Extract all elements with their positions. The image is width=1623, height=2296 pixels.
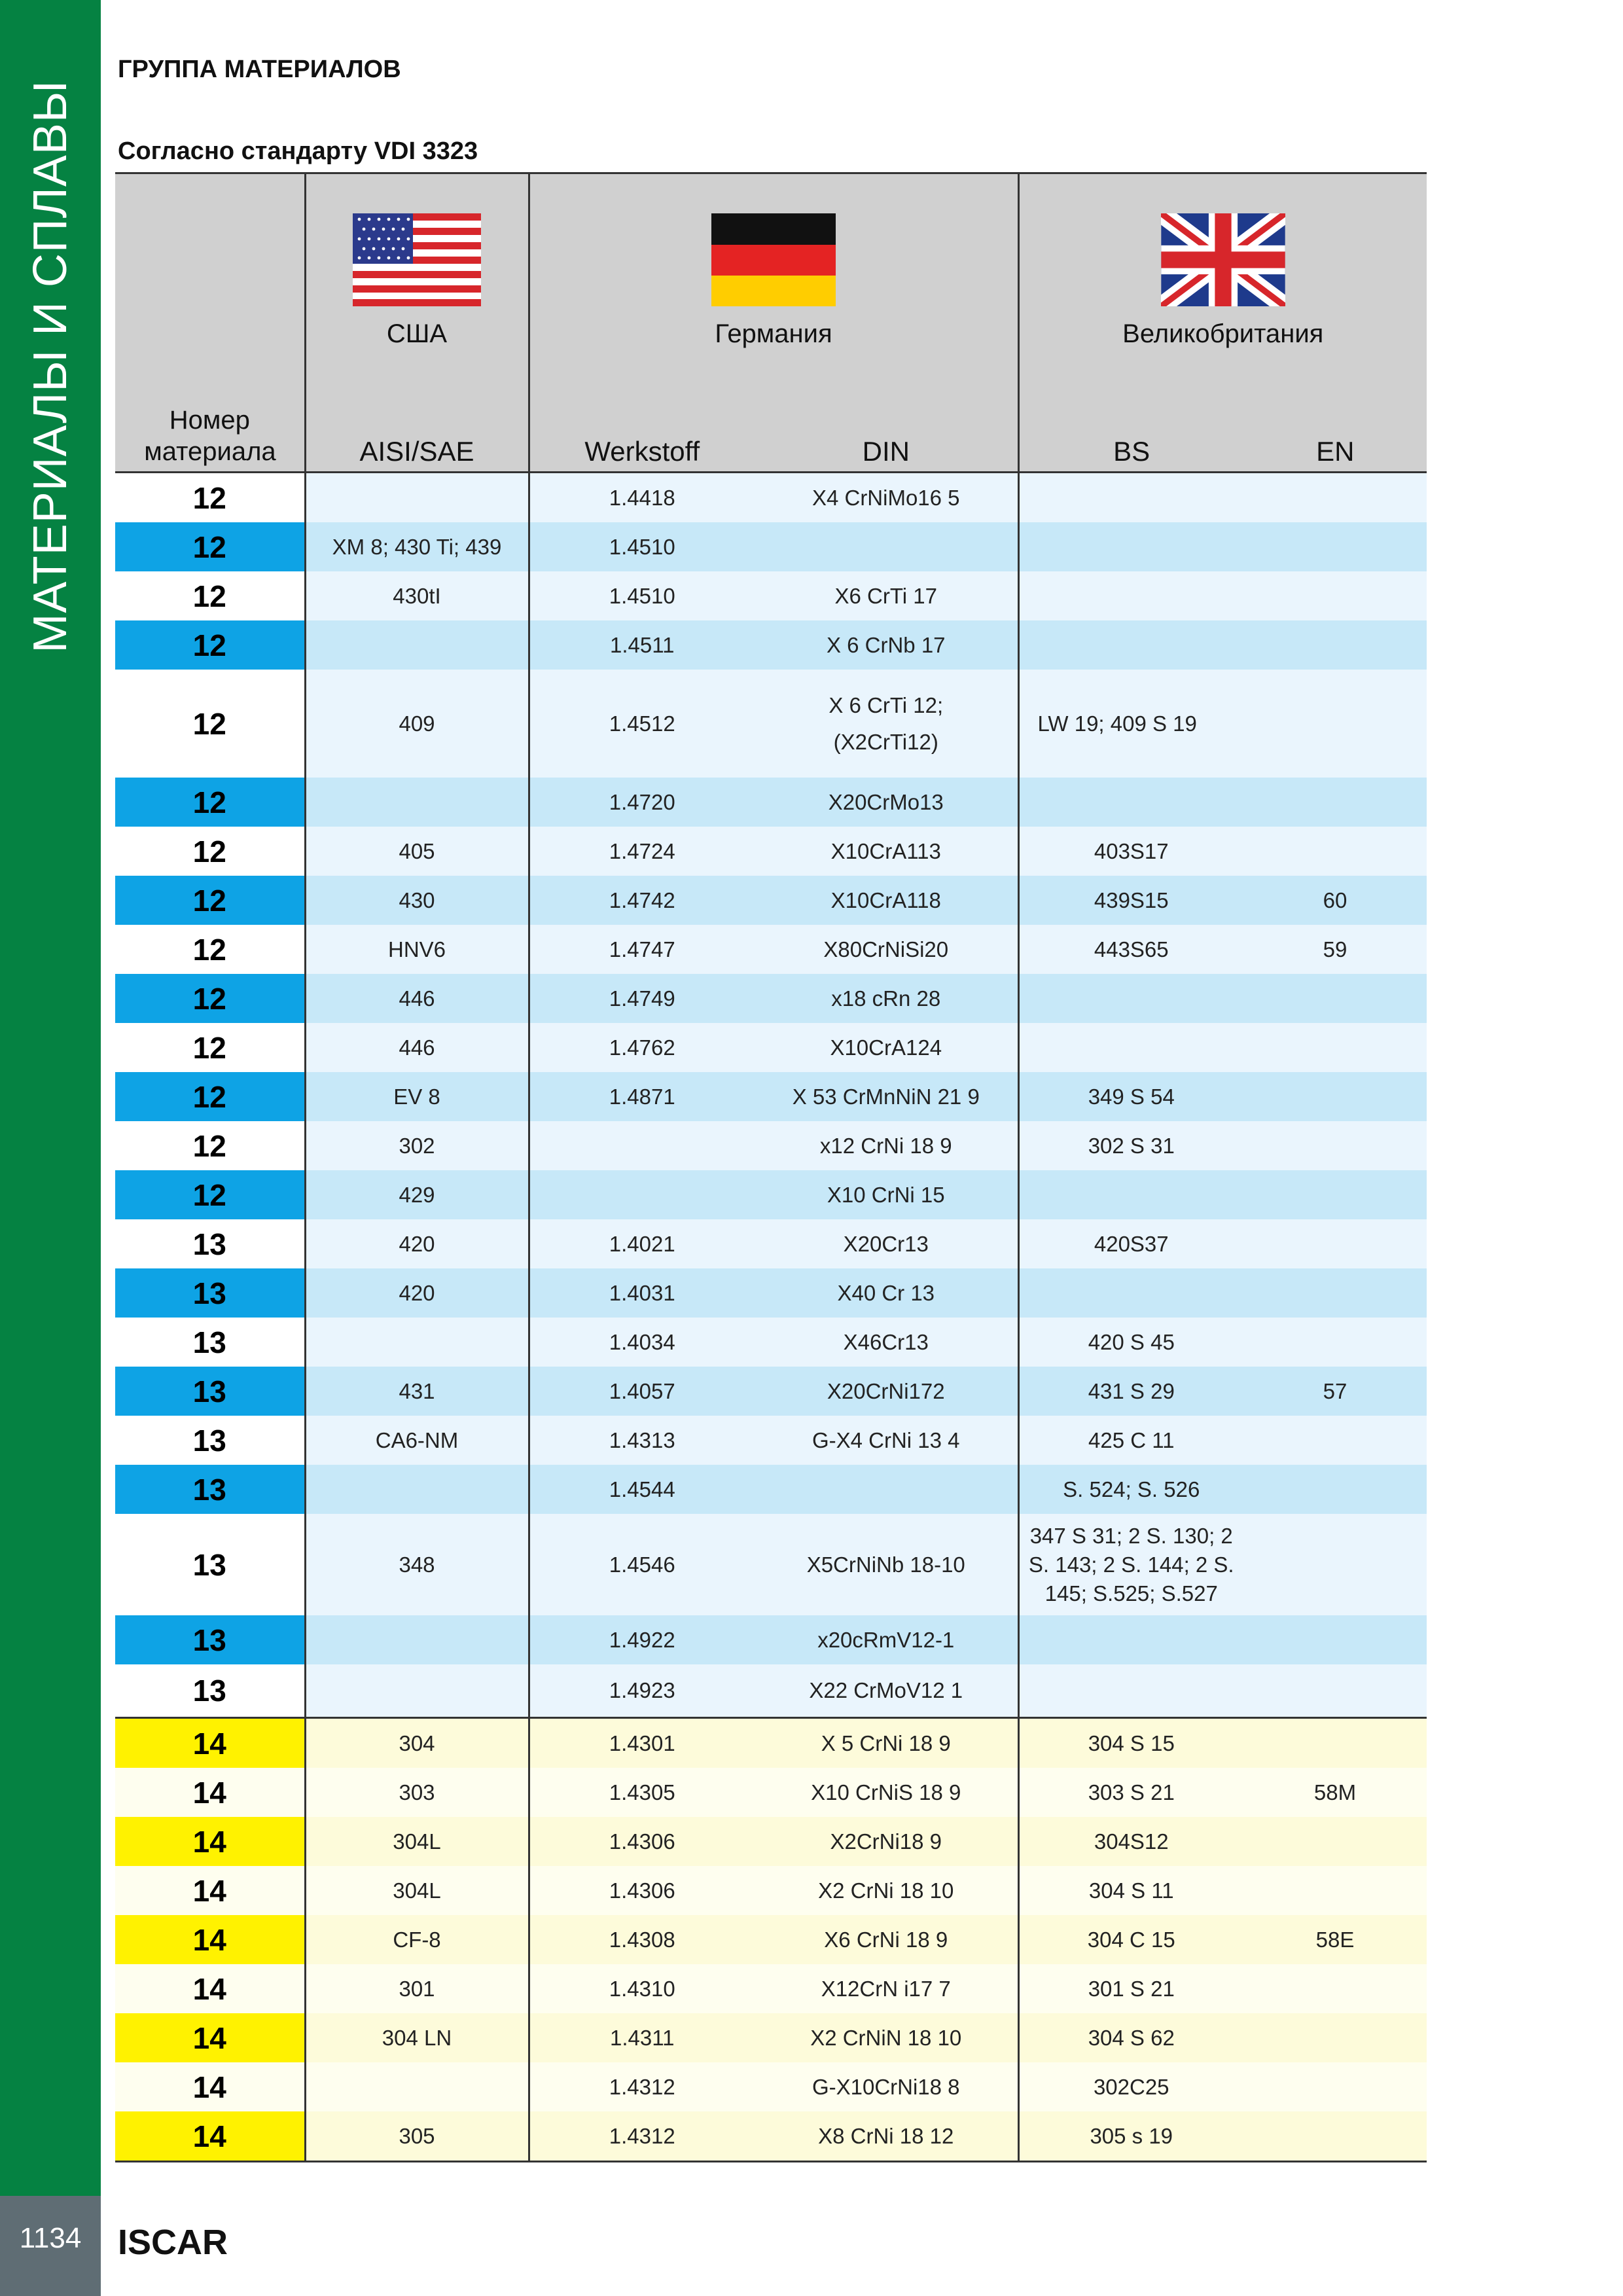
cell-aisi: EV 8 [305, 1072, 529, 1121]
cell-werkstoff: 1.4512 [529, 670, 755, 778]
cell-bs [1018, 571, 1243, 620]
cell-num: 13 [115, 1219, 305, 1268]
cell-aisi: 409 [305, 670, 529, 778]
cell-werkstoff: 1.4057 [529, 1367, 755, 1416]
table-row [115, 1219, 1427, 1268]
cell-num: 12 [115, 1170, 305, 1219]
country-uk: Великобритания [1122, 319, 1324, 348]
brand-name: ISCAR [118, 2223, 228, 2262]
cell-bs: 304S12 [1018, 1817, 1243, 1866]
cell-bs-line2: S. 143; 2 S. 144; 2 S. [1028, 1552, 1234, 1577]
table-row [115, 925, 1427, 974]
cell-en: 60 [1243, 876, 1427, 925]
cell-werkstoff: 1.4308 [529, 1915, 755, 1964]
cell-num: 13 [115, 1465, 305, 1514]
cell-din: G-X10CrNi18 8 [755, 2062, 1018, 2111]
cell-din: G-X4 CrNi 13 4 [755, 1416, 1018, 1465]
cell-bs [1018, 778, 1243, 827]
cell-en [1243, 778, 1427, 827]
cell-en [1243, 670, 1427, 778]
header-material-number-label: Номер материала [144, 406, 276, 466]
cell-bs: 304 S 11 [1018, 1866, 1243, 1915]
table-row [115, 2111, 1427, 2162]
cell-din-line2: (X2CrTi12) [833, 729, 938, 754]
cell-werkstoff: 1.4418 [529, 473, 755, 523]
country-usa: США [386, 319, 448, 348]
cell-num: 14 [115, 1768, 305, 1817]
cell-en: 58E [1243, 1915, 1427, 1964]
cell-aisi [305, 2062, 529, 2111]
cell-werkstoff: 1.4312 [529, 2062, 755, 2111]
cell-bs: 302 S 31 [1018, 1121, 1243, 1170]
cell-en [1243, 1964, 1427, 2013]
cell-aisi: 301 [305, 1964, 529, 2013]
cell-werkstoff: 1.4511 [529, 620, 755, 670]
cell-bs: 304 C 15 [1018, 1915, 1243, 1964]
cell-bs: 443S65 [1018, 925, 1243, 974]
cell-din-line1: X 6 CrTi 12; [829, 692, 944, 717]
germany-flag-icon [711, 213, 836, 306]
cell-num: 14 [115, 1866, 305, 1915]
header-uk [1018, 173, 1427, 473]
cell-aisi [305, 1465, 529, 1514]
cell-aisi: 420 [305, 1219, 529, 1268]
cell-din: X2CrNi18 9 [755, 1817, 1018, 1866]
cell-din: X 53 CrMnNiN 21 9 [755, 1072, 1018, 1121]
table-row [115, 1866, 1427, 1915]
cell-din: X20CrNi172 [755, 1367, 1018, 1416]
header-bs: BS [1113, 436, 1150, 467]
cell-werkstoff: 1.4311 [529, 2013, 755, 2062]
cell-bs: 420 S 45 [1018, 1318, 1243, 1367]
table-row [115, 522, 1427, 571]
cell-bs [1018, 620, 1243, 670]
cell-en [1243, 827, 1427, 876]
table-row [115, 1664, 1427, 1718]
cell-aisi: 304 LN [305, 2013, 529, 2062]
page-subheading: Согласно стандарту VDI 3323 [118, 137, 478, 165]
uk-flag-icon [1161, 213, 1285, 306]
cell-aisi: 303 [305, 1768, 529, 1817]
cell-num: 14 [115, 1915, 305, 1964]
header-germany [529, 173, 1018, 473]
cell-en [1243, 1416, 1427, 1465]
table-row [115, 670, 1427, 778]
cell-num: 12 [115, 670, 305, 778]
cell-bs: LW 19; 409 S 19 [1018, 670, 1243, 778]
cell-bs: 304 S 62 [1018, 2013, 1243, 2062]
cell-num: 14 [115, 1718, 305, 1768]
cell-num: 12 [115, 974, 305, 1023]
cell-en [1243, 473, 1427, 523]
table-row [115, 827, 1427, 876]
cell-din: X10CrA124 [755, 1023, 1018, 1072]
cell-din: X6 CrTi 17 [755, 571, 1018, 620]
cell-num: 14 [115, 2062, 305, 2111]
cell-en [1243, 1072, 1427, 1121]
cell-werkstoff: 1.4305 [529, 1768, 755, 1817]
cell-en: 57 [1243, 1367, 1427, 1416]
side-title: МАТЕРИАЛЫ И СПЛАВЫ [24, 80, 77, 653]
cell-aisi: 405 [305, 827, 529, 876]
cell-aisi [305, 473, 529, 523]
cell-aisi [305, 1664, 529, 1718]
cell-aisi [305, 778, 529, 827]
cell-din: X40 Cr 13 [755, 1268, 1018, 1318]
cell-din: X4 CrNiMo16 5 [755, 473, 1018, 523]
cell-aisi: 348 [305, 1514, 529, 1615]
cell-din: X2 CrNi 18 10 [755, 1866, 1018, 1915]
cell-bs: 303 S 21 [1018, 1768, 1243, 1817]
cell-en [1243, 1664, 1427, 1718]
header-en: EN [1316, 436, 1355, 467]
cell-din: X8 CrNi 18 12 [755, 2111, 1018, 2162]
cell-werkstoff: 1.4923 [529, 1664, 755, 1718]
cell-en [1243, 1268, 1427, 1318]
cell-bs-line3: 145; S.525; S.527 [1044, 1581, 1218, 1605]
cell-aisi: 446 [305, 974, 529, 1023]
table-row [115, 1718, 1427, 1768]
page-number-box [0, 2196, 101, 2296]
cell-num: 14 [115, 2111, 305, 2162]
table-row [115, 1817, 1427, 1866]
cell-aisi: 446 [305, 1023, 529, 1072]
cell-werkstoff [529, 1121, 755, 1170]
cell-din: X2 CrNiN 18 10 [755, 2013, 1018, 2062]
cell-aisi: 302 [305, 1121, 529, 1170]
cell-aisi: CF-8 [305, 1915, 529, 1964]
cell-werkstoff: 1.4546 [529, 1514, 755, 1615]
cell-num: 13 [115, 1268, 305, 1318]
cell-din: X 5 CrNi 18 9 [755, 1718, 1018, 1768]
cell-werkstoff: 1.4544 [529, 1465, 755, 1514]
cell-bs: S. 524; S. 526 [1018, 1465, 1243, 1514]
cell-din: X10CrA113 [755, 827, 1018, 876]
cell-bs: 439S15 [1018, 876, 1243, 925]
table-row [115, 1268, 1427, 1318]
cell-werkstoff: 1.4510 [529, 571, 755, 620]
cell-werkstoff: 1.4313 [529, 1416, 755, 1465]
table-row [115, 1023, 1427, 1072]
cell-en [1243, 1817, 1427, 1866]
table-row [115, 1367, 1427, 1416]
table-row [115, 1465, 1427, 1514]
cell-en [1243, 1170, 1427, 1219]
table-row [115, 1768, 1427, 1817]
table-row [115, 620, 1427, 670]
table-row [115, 1121, 1427, 1170]
cell-aisi: 304L [305, 1866, 529, 1915]
cell-aisi: 430 [305, 876, 529, 925]
cell-num: 13 [115, 1416, 305, 1465]
cell-aisi: 304 [305, 1718, 529, 1768]
cell-en [1243, 2013, 1427, 2062]
cell-bs: 301 S 21 [1018, 1964, 1243, 2013]
cell-bs: 304 S 15 [1018, 1718, 1243, 1768]
cell-num: 13 [115, 1318, 305, 1367]
cell-num: 13 [115, 1615, 305, 1664]
cell-num: 14 [115, 1964, 305, 2013]
cell-werkstoff: 1.4510 [529, 522, 755, 571]
cell-din [755, 522, 1018, 571]
materials-table [115, 172, 1427, 2162]
cell-din: X80CrNiSi20 [755, 925, 1018, 974]
cell-din: X10 CrNiS 18 9 [755, 1768, 1018, 1817]
cell-aisi [305, 620, 529, 670]
cell-en [1243, 1615, 1427, 1664]
cell-num: 12 [115, 778, 305, 827]
side-bar [0, 0, 101, 2196]
cell-aisi: XM 8; 430 Ti; 439 [305, 522, 529, 571]
table-row [115, 1964, 1427, 2013]
cell-bs [1018, 1514, 1243, 1615]
cell-werkstoff: 1.4301 [529, 1718, 755, 1768]
cell-bs [1018, 1664, 1243, 1718]
cell-werkstoff: 1.4034 [529, 1318, 755, 1367]
cell-num: 13 [115, 1664, 305, 1718]
cell-din: X22 CrMoV12 1 [755, 1664, 1018, 1718]
cell-aisi [305, 1615, 529, 1664]
cell-bs: 420S37 [1018, 1219, 1243, 1268]
cell-din [755, 1465, 1018, 1514]
page-heading: ГРУППА МАТЕРИАЛОВ [118, 56, 401, 83]
cell-en: 59 [1243, 925, 1427, 974]
cell-werkstoff: 1.4720 [529, 778, 755, 827]
cell-werkstoff: 1.4306 [529, 1817, 755, 1866]
cell-num: 12 [115, 571, 305, 620]
table-row [115, 1170, 1427, 1219]
cell-en [1243, 1718, 1427, 1768]
cell-din: X10CrA118 [755, 876, 1018, 925]
cell-din [755, 670, 1018, 778]
cell-din: X12CrN i17 7 [755, 1964, 1018, 2013]
country-germany: Германия [715, 319, 832, 348]
cell-aisi: 420 [305, 1268, 529, 1318]
cell-aisi: 431 [305, 1367, 529, 1416]
cell-werkstoff: 1.4312 [529, 2111, 755, 2162]
table-row [115, 2062, 1427, 2111]
cell-en [1243, 2111, 1427, 2162]
cell-num: 14 [115, 1817, 305, 1866]
cell-werkstoff: 1.4310 [529, 1964, 755, 2013]
cell-en [1243, 522, 1427, 571]
table-row [115, 1615, 1427, 1664]
cell-aisi: 304L [305, 1817, 529, 1866]
cell-werkstoff [529, 1170, 755, 1219]
cell-din: x18 cRn 28 [755, 974, 1018, 1023]
cell-en [1243, 620, 1427, 670]
cell-num: 12 [115, 876, 305, 925]
cell-num: 14 [115, 2013, 305, 2062]
cell-num: 12 [115, 1023, 305, 1072]
cell-en [1243, 1023, 1427, 1072]
cell-en [1243, 1318, 1427, 1367]
cell-din: X6 CrNi 18 9 [755, 1915, 1018, 1964]
cell-num: 12 [115, 620, 305, 670]
cell-en [1243, 1514, 1427, 1615]
cell-en [1243, 1465, 1427, 1514]
cell-en [1243, 571, 1427, 620]
cell-werkstoff: 1.4747 [529, 925, 755, 974]
cell-en [1243, 1219, 1427, 1268]
cell-werkstoff: 1.4762 [529, 1023, 755, 1072]
cell-aisi: 305 [305, 2111, 529, 2162]
cell-num: 12 [115, 473, 305, 523]
cell-en [1243, 974, 1427, 1023]
cell-din: X20CrMo13 [755, 778, 1018, 827]
cell-din: x12 CrNi 18 9 [755, 1121, 1018, 1170]
usa-flag-icon [353, 213, 481, 306]
cell-num: 13 [115, 1514, 305, 1615]
cell-din: X5CrNiNb 18-10 [755, 1514, 1018, 1615]
cell-num: 12 [115, 827, 305, 876]
cell-en [1243, 1866, 1427, 1915]
cell-aisi: HNV6 [305, 925, 529, 974]
cell-bs [1018, 1023, 1243, 1072]
table-row [115, 876, 1427, 925]
cell-en [1243, 2062, 1427, 2111]
cell-aisi: CA6-NM [305, 1416, 529, 1465]
table-row [115, 2013, 1427, 2062]
cell-bs-line1: 347 S 31; 2 S. 130; 2 [1029, 1523, 1233, 1548]
cell-num: 12 [115, 1121, 305, 1170]
page-number: 1134 [19, 2222, 82, 2254]
table-row [115, 778, 1427, 827]
cell-en: 58M [1243, 1768, 1427, 1817]
cell-bs: 403S17 [1018, 827, 1243, 876]
cell-bs: 425 C 11 [1018, 1416, 1243, 1465]
header-material-number [115, 173, 305, 473]
table-row [115, 974, 1427, 1023]
table-row [115, 1318, 1427, 1367]
cell-aisi: 429 [305, 1170, 529, 1219]
cell-aisi [305, 1318, 529, 1367]
cell-bs: 305 s 19 [1018, 2111, 1243, 2162]
cell-bs [1018, 974, 1243, 1023]
cell-werkstoff: 1.4922 [529, 1615, 755, 1664]
cell-aisi: 430tI [305, 571, 529, 620]
cell-bs: 302C25 [1018, 2062, 1243, 2111]
table-row [115, 1915, 1427, 1964]
header-aisi: AISI/SAE [359, 436, 474, 467]
table-row [115, 1072, 1427, 1121]
cell-bs: 431 S 29 [1018, 1367, 1243, 1416]
cell-din: X46Cr13 [755, 1318, 1018, 1367]
cell-en [1243, 1121, 1427, 1170]
table-row [115, 1514, 1427, 1615]
cell-din: X10 CrNi 15 [755, 1170, 1018, 1219]
cell-din: x20cRmV12-1 [755, 1615, 1018, 1664]
cell-werkstoff: 1.4749 [529, 974, 755, 1023]
cell-bs [1018, 473, 1243, 523]
cell-num: 12 [115, 1072, 305, 1121]
cell-werkstoff: 1.4021 [529, 1219, 755, 1268]
header-werkstoff: Werkstoff [584, 436, 700, 467]
cell-bs [1018, 1615, 1243, 1664]
cell-bs [1018, 522, 1243, 571]
cell-bs [1018, 1170, 1243, 1219]
cell-werkstoff: 1.4031 [529, 1268, 755, 1318]
table-row [115, 571, 1427, 620]
cell-werkstoff: 1.4871 [529, 1072, 755, 1121]
cell-din: X20Cr13 [755, 1219, 1018, 1268]
header-din: DIN [862, 436, 910, 467]
cell-bs [1018, 1268, 1243, 1318]
cell-werkstoff: 1.4306 [529, 1866, 755, 1915]
cell-din: X 6 CrNb 17 [755, 620, 1018, 670]
cell-num: 12 [115, 925, 305, 974]
cell-num: 12 [115, 522, 305, 571]
cell-bs: 349 S 54 [1018, 1072, 1243, 1121]
cell-num: 13 [115, 1367, 305, 1416]
table-row [115, 1416, 1427, 1465]
cell-werkstoff: 1.4742 [529, 876, 755, 925]
header-usa [305, 173, 529, 473]
table-row [115, 473, 1427, 523]
cell-werkstoff: 1.4724 [529, 827, 755, 876]
